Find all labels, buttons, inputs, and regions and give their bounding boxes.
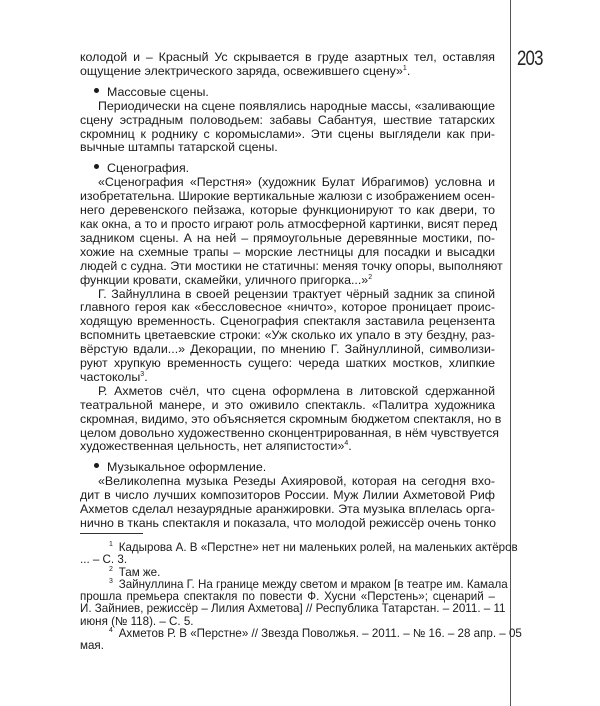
footnote-line	[80, 541, 518, 554]
section-heading	[80, 162, 495, 176]
paragraph	[80, 288, 495, 385]
footnote-text: Зайнуллина Г. На границе между светом и мраком [в театре им. Камала	[118, 577, 508, 591]
text-line	[80, 190, 495, 204]
line-text: театральной манере, и это оживило спектакль. «Палитра художника	[80, 397, 495, 412]
section-heading	[80, 461, 495, 475]
footnote	[80, 577, 508, 628]
footnotes	[80, 541, 522, 653]
line-text: скромная, видимо, это объясняется скромным бюджетом спектакля, но в	[80, 411, 502, 426]
footnote-text: Кадырова А. В «Перстне» нет ни маленьких ролей, на маленьких актёров	[118, 541, 518, 554]
text-line	[80, 216, 498, 232]
text-line	[80, 51, 495, 65]
line-text: нично в ткань спектакля и показала, что молодой режиссёр очень тонко	[80, 516, 496, 530]
text-line	[80, 425, 499, 441]
bullet-icon	[94, 88, 99, 93]
text-line	[80, 204, 495, 218]
line-tail: .	[348, 439, 352, 454]
footnote-text: И. Зайниев, режиссёр – Лилия Ахметова] // Республика Татарстан. – 2011. – 11	[80, 602, 506, 616]
main-text	[80, 50, 503, 531]
bullet-icon	[94, 164, 99, 169]
footnote-text: ... – С. 3.	[80, 553, 128, 567]
footnote-text: Ахметов Р. В «Перстне» // Звезда Поволжья. – 2011. – № 16. – 28 апр. – 05	[118, 627, 522, 641]
text-line	[80, 176, 495, 190]
paragraph	[80, 51, 495, 79]
text-line	[80, 385, 495, 399]
footnote-line	[80, 640, 495, 652]
footnote-separator	[80, 533, 143, 534]
line-text: целом довольно художественно сконцентрированная, в нём чувствуется	[80, 425, 499, 440]
line-text: хожие на схемные трапы – морские лестницы для посадки и высадки	[80, 244, 495, 259]
text-line	[80, 288, 495, 302]
line-text: задником сцены. А на ней – прямоугольные деревянные мостики, по-	[80, 230, 495, 245]
section-heading-text: Массовые сцены.	[107, 84, 209, 99]
section-heading	[80, 86, 495, 100]
line-text: функции кровати, скамейки, уличного пригорка...»	[80, 272, 369, 287]
text-line	[80, 258, 503, 274]
text-line	[80, 128, 495, 142]
footnote-text: июня (№ 118). – С. 5.	[80, 614, 194, 628]
line-text: художественная цельность, нет аляпистости»	[80, 439, 345, 454]
text-line	[80, 399, 495, 413]
text-line	[80, 411, 502, 427]
footnote-line	[80, 627, 522, 641]
text-line	[80, 343, 495, 357]
page-edge-line	[510, 0, 511, 706]
text-line	[80, 114, 495, 128]
text-line	[80, 141, 495, 155]
footnote-number: 4	[109, 627, 113, 635]
line-text: главного героя как «бессловесное «ничто», которое проницает проис-	[80, 300, 495, 315]
footnote-text: прошла премьера спектакля по повести Ф. Хусни «Перстень»; сценарий –	[80, 590, 495, 604]
line-text: вычные штампы татарской сцены.	[80, 140, 278, 155]
text-line	[80, 246, 495, 260]
paragraph	[80, 100, 495, 156]
paragraph	[80, 383, 502, 455]
line-text: дит в число лучших композиторов России. Муж Лилии Ахметовой Риф	[80, 488, 495, 503]
line-text: «Великолепна музыка Резеды Ахияровой, которая на сегодня вхо-	[98, 474, 495, 489]
line-text: колодой и – Красный Ус скрывается в груде азартных тел, оставляя	[80, 50, 495, 64]
footnote-text: мая.	[80, 639, 104, 653]
line-text: вспомнить цветаевские строки: «Уж сколько их упало в эту бездну, раз-	[80, 328, 495, 343]
line-text: Р. Ахметов счёл, что сцена оформлена в литовской сдержанной	[98, 383, 495, 398]
page-number: 203	[517, 47, 543, 70]
line-text: «Сценография «Перстня» (художник Булат Ибрагимов) условна и	[98, 175, 495, 190]
text-line	[80, 65, 495, 79]
line-text: руют хрупкую временность сущего: череда шатких мостков, хлипкие	[80, 356, 495, 371]
text-line	[80, 100, 495, 114]
paragraph	[80, 475, 495, 531]
text-line	[80, 489, 495, 503]
section-heading-text: Музыкальное оформление.	[107, 460, 267, 475]
line-text: ходящую временность. Сценография спектакля заставила рецензента	[80, 314, 495, 329]
footnote-ref: 4	[344, 440, 349, 448]
line-text: скромниц к роднику с коромыслами». Эти сцены выглядели как при-	[80, 126, 495, 141]
line-text: изобретательна. Широкие вертикальные жалюзи с изображением осен-	[80, 189, 495, 204]
footnote-ref: 2	[368, 273, 373, 281]
footnote-ref: 1	[402, 64, 407, 72]
line-text: людей с судна. Эти мостики не статичны: меняя точку опоры, выполняют	[80, 258, 503, 273]
line-text: ощущение электрического заряда, освежившего сцену»	[80, 63, 403, 78]
paragraph	[80, 175, 503, 287]
footnote	[80, 541, 518, 567]
footnote-number: 2	[109, 565, 113, 573]
section-heading-text: Сценография.	[107, 161, 190, 176]
text-line	[80, 315, 495, 329]
footnote-number: 3	[109, 577, 113, 585]
text-line	[80, 440, 495, 454]
bullet-icon	[94, 463, 99, 468]
line-text: вёрстую вдали...» Декорации, по мнению Г. Зайнуллиной, символизи-	[80, 342, 495, 357]
text-line	[80, 371, 495, 385]
footnote-text: Там же.	[118, 565, 161, 579]
footnote	[80, 627, 522, 653]
line-tail: .	[144, 369, 148, 384]
text-line	[80, 503, 495, 517]
text-line	[80, 274, 495, 288]
line-text: Периодически на сцене появлялись народные массы, «заливающие	[98, 98, 495, 113]
text-line	[80, 517, 495, 531]
line-tail: .	[406, 63, 411, 78]
line-text: него деревенского пейзажа, которые функционируют то как двери, то	[80, 203, 495, 218]
line-text: Ахметов сделал незаурядные аранжировки. Эта музыка вплелась орга-	[80, 502, 495, 517]
line-text: Г. Зайнуллина в своей рецензии трактует чёрный задник за спиной	[98, 286, 495, 301]
text-line	[80, 357, 495, 371]
footnote-number: 1	[109, 541, 113, 548]
line-text: как окна, а то и просто играют роль атмосферной картинки, висят перед	[80, 216, 498, 231]
text-line	[80, 475, 495, 489]
footnote-ref: 3	[140, 370, 145, 378]
line-text: сцену эстрадным половодьем: забавы Сабантуя, шествие татарских	[80, 112, 495, 127]
text-line	[80, 329, 495, 343]
line-text: частоколы	[80, 369, 141, 384]
text-line	[80, 232, 495, 246]
text-line	[80, 301, 495, 315]
